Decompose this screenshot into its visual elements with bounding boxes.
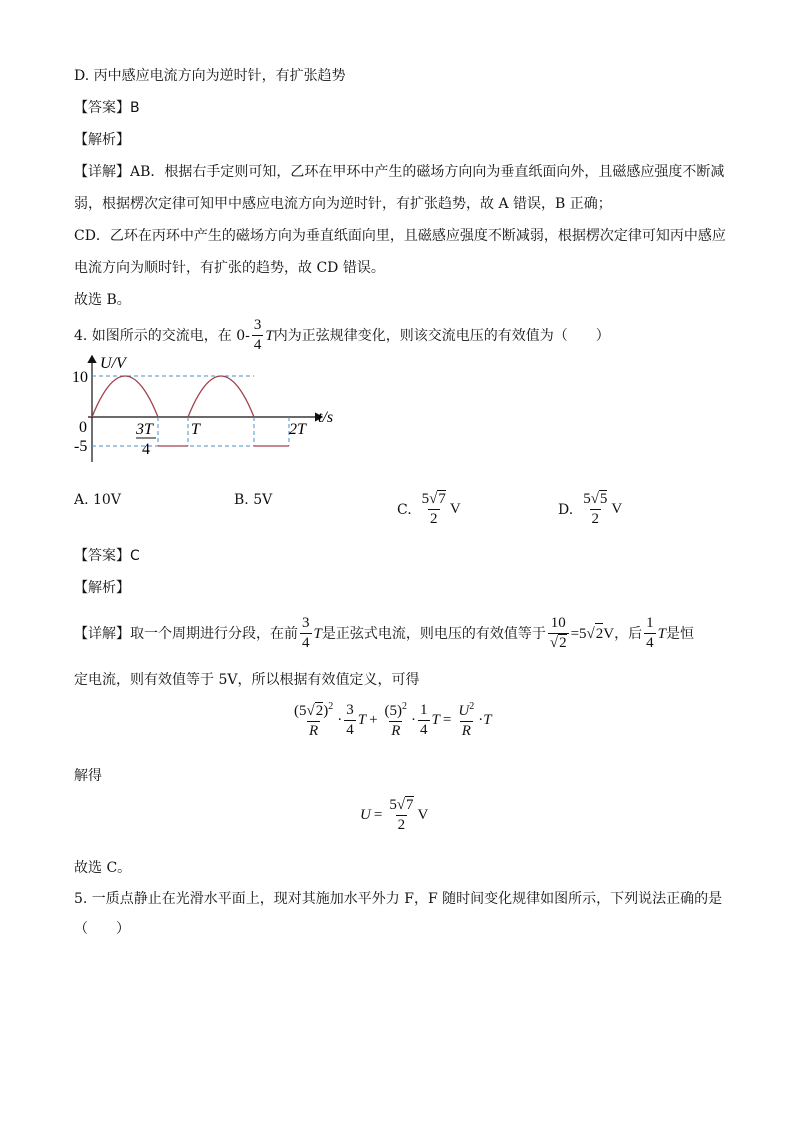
q4-result-equals: =	[373, 807, 383, 823]
q4-option-a	[74, 492, 121, 508]
q4-eq-term1-time-num: 3	[346, 702, 354, 718]
q4-eq-term1-den: R	[309, 723, 319, 739]
q4-result-den: 2	[397, 817, 406, 833]
q4-eq-term1-exp: 2	[328, 701, 334, 712]
q4-option-a-text: A. 10V	[74, 492, 121, 508]
q4-y-tick-10: 10	[72, 369, 88, 386]
q4-result-lhs: U	[360, 807, 371, 823]
q4-stem	[74, 318, 610, 353]
q4-eq-rhs-den: R	[461, 723, 471, 739]
q4-option-d-radicand: 5	[599, 491, 608, 507]
q3-analysis-label: 【解析】	[74, 132, 130, 148]
q4-option-c-unit: V	[449, 501, 461, 517]
q4-stem-frac-num: 3	[253, 317, 262, 333]
q4-detail-t1: T	[313, 625, 322, 642]
q4-conclusion: 故选 C。	[74, 860, 132, 876]
q4-x-tick-3t-num: 3T	[136, 421, 153, 438]
q4-detail-line1: 【详解】取一个周期进行分段，在前 $\frac{3}{4}$ T 是正弦式电流，则电压的有效值等于 $\frac{10}{√2}$ =5 √ 2 V ，后 $\frac{1}{4}$ T 是恒	[74, 615, 694, 651]
q4-eq-dot3: ·	[478, 712, 484, 728]
q4-x-axis-label: t/s	[318, 409, 334, 426]
q4-option-c-fraction: $\frac{5√7}{2}$	[421, 491, 446, 527]
q4-eq-equals: =	[442, 712, 452, 728]
q4-eq-dot2: ·	[411, 712, 417, 728]
q4-detail-frac1-num: 3	[302, 615, 310, 631]
q4-sine-arc-1	[92, 376, 158, 417]
q4-option-d	[558, 492, 622, 527]
q4-eq-rhs-frac	[456, 702, 476, 739]
q3-answer: 【答案】B	[74, 100, 140, 116]
q4-eq-plus: +	[369, 712, 378, 728]
q4-detail-frac2: $\frac{10}{√2}$	[549, 615, 567, 651]
q4-x-tick-3t-den: 4	[142, 441, 150, 458]
q4-x-tick-t: T	[191, 421, 200, 438]
q4-answer: 【答案】C	[74, 548, 140, 564]
q4-detail-p3-radicand: 2	[595, 623, 604, 644]
q3-detail-line3: CD．乙环在丙环中产生的磁场方向为垂直纸面向里，且磁感应强度不断减弱，根据楞次定律可知丙中感应	[74, 228, 726, 244]
q4-eq-dot1: ·	[337, 712, 343, 728]
q4-option-b	[234, 492, 272, 508]
q4-detail-p4: ，后	[614, 625, 643, 642]
q4-option-b-text: B. 5V	[234, 492, 273, 508]
q4-eq-rhs-exp: 2	[469, 701, 475, 712]
q4-result-frac: $\frac{5√7}{2}$	[389, 797, 414, 833]
q4-detail-frac2-num: 10	[550, 615, 566, 631]
q4-detail-p2: 是正弦式电流，则电压的有效值等于	[321, 625, 546, 642]
q4-analysis-label: 【解析】	[74, 580, 130, 596]
q4-result-radicand: 7	[406, 797, 414, 813]
q4-stem-suffix: 内为正弦规律变化，则该交流电压的有效值为（ ）	[273, 327, 610, 344]
q4-origin-label: 0	[79, 419, 87, 436]
q5-stem-line2: （ ）	[74, 921, 130, 937]
q4-option-c-den: 2	[430, 511, 438, 527]
q4-detail-frac3	[644, 616, 656, 651]
q4-eq-term2-den: R	[391, 723, 401, 739]
q4-eq-term2-num: (5)	[384, 703, 403, 719]
q4-stem-fraction	[252, 318, 264, 353]
q4-option-d-coef: 5	[583, 491, 591, 507]
q4-eq-term1-coef: 5	[299, 703, 307, 719]
q4-equation	[290, 702, 492, 739]
q3-conclusion: 故选 B。	[74, 292, 131, 308]
q4-detail-frac3-den: 4	[646, 635, 654, 651]
q4-x-tick-2t: 2T	[289, 421, 306, 438]
q4-eq-term2-time-den: 4	[420, 722, 428, 738]
q4-option-d-unit: V	[611, 501, 623, 517]
q4-eq-rhs-num: U	[458, 703, 470, 719]
q3-option-d: D. 丙中感应电流方向为逆时针，有扩张趋势	[74, 68, 346, 84]
q4-sine-arc-2	[188, 376, 254, 417]
q4-stem-frac-den: 4	[253, 337, 262, 353]
q4-eq-term2-time-frac	[418, 703, 430, 738]
q3-detail-line2: 弱，根据楞次定律可知甲中感应电流方向为逆时针，有扩张趋势，故 A 错误，B 正确；	[74, 196, 612, 212]
q4-stem-T: T	[265, 327, 274, 344]
q4-detail-p5: 是恒	[665, 625, 694, 642]
q4-eq-term2-time-num: 1	[420, 702, 428, 718]
q4-eq-term1-radicand: 2	[315, 703, 324, 719]
q3-detail-line1: 【详解】AB．根据右手定则可知，乙环在甲环中产生的磁场方向向为垂直纸面向外，且磁感应强度不断减	[74, 164, 725, 180]
q4-eq-term2-frac	[383, 702, 410, 739]
q4-eq-term2-T: T	[431, 712, 440, 728]
q4-detail-frac1	[300, 616, 312, 651]
q4-option-d-den: 2	[591, 511, 600, 527]
q4-eq-term2-exp: 2	[402, 701, 408, 712]
q4-option-d-fraction: $\frac{5√5}{2}$	[583, 491, 608, 527]
q4-eq-rhs-T: T	[483, 712, 492, 728]
q4-result-coef: 5	[389, 797, 397, 813]
q4-detail-line2: 定电流，则有效值等于 5V，所以根据有效值定义，可得	[74, 672, 420, 688]
q4-stem-prefix: 4. 如图所示的交流电，在 0-	[74, 327, 250, 344]
q4-option-c-prefix: C.	[397, 501, 412, 518]
q4-detail-t3: T	[657, 625, 666, 642]
q4-detail-p1: 【详解】取一个周期进行分段，在前	[74, 625, 298, 642]
q4-eq-term1-time-den: 4	[346, 722, 354, 738]
q3-detail-line4: 电流方向为顺时针，有扩张的趋势，故 CD 错误。	[74, 260, 385, 276]
q4-voltage-graph	[70, 350, 350, 465]
q5-stem-line1: 5. 一质点静止在光滑水平面上，现对其施加水平外力 F，F 随时间变化规律如图所示，下列说法正确的是	[74, 891, 723, 907]
q4-option-d-prefix: D.	[558, 501, 574, 518]
q4-eq-term1-frac: $\frac{(5√2)^2}{R}$	[294, 701, 334, 739]
q4-y-tick-neg5: -5	[74, 438, 88, 455]
q4-option-c	[397, 492, 461, 527]
q4-result-unit: V	[417, 807, 429, 823]
q4-detail-frac2-den-radicand: 2	[559, 635, 567, 651]
q4-option-c-radicand: 7	[438, 491, 446, 507]
q4-detail-p3: =5	[570, 625, 587, 642]
q4-detail-frac1-den: 4	[302, 635, 310, 651]
q4-detail-frac3-num: 1	[646, 615, 654, 631]
q4-detail-p3-unit: V	[603, 625, 615, 642]
q4-eq-term1-T: T	[357, 712, 367, 728]
q4-solve-label: 解得	[74, 768, 102, 784]
q4-option-c-coef: 5	[421, 491, 430, 507]
q4-result	[360, 798, 428, 833]
q4-eq-term1-time-frac	[344, 703, 356, 738]
q4-y-axis-label: U/V	[100, 355, 126, 372]
